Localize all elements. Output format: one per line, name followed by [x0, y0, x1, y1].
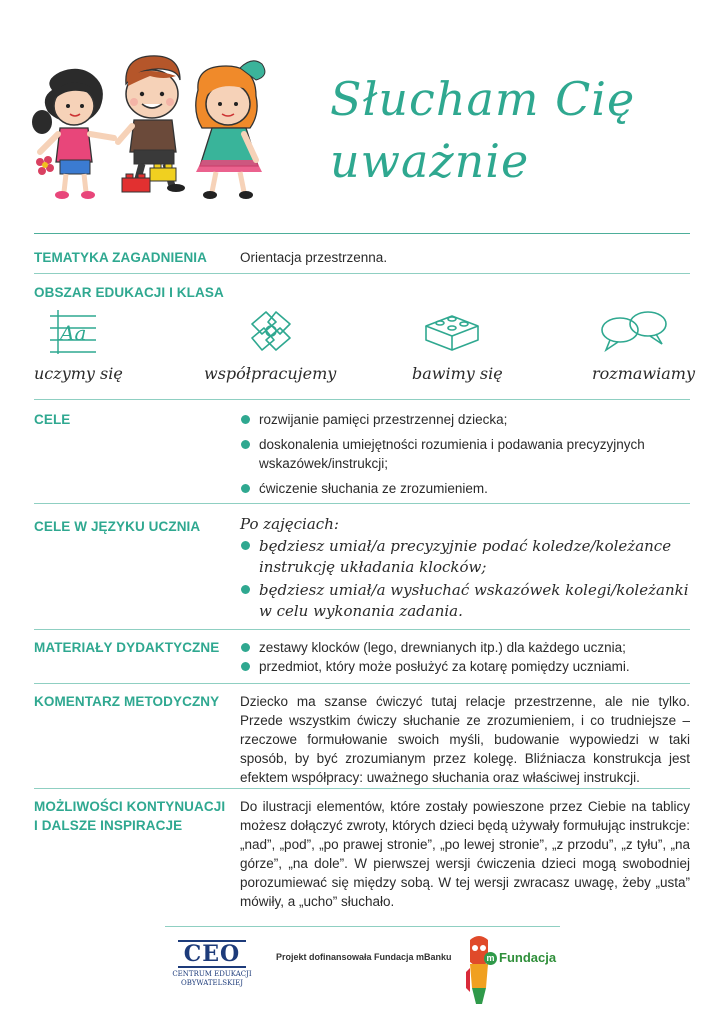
flower-icon	[36, 156, 54, 175]
student-goals-list	[240, 536, 690, 622]
icon-caption-play: bawimy się	[412, 364, 503, 383]
list-item: będziesz umiał/a wysłuchać wskazówek kolegi/koleżanki w celu wykonania zadania.	[240, 580, 690, 622]
svg-text:Aa: Aa	[60, 321, 87, 345]
materials-label: MATERIAŁY DYDAKTYCZNE	[34, 640, 220, 655]
list-item: ćwiczenie słuchania ze zrozumieniem.	[240, 479, 690, 498]
icon-caption-cooperate: współpracujemy	[204, 364, 337, 383]
mbank-foundation-logo-icon	[462, 932, 496, 1006]
divider	[34, 399, 690, 400]
speech-bubbles-icon	[598, 308, 670, 352]
girl-left-figure	[32, 69, 114, 199]
comment-text: Dziecko ma szanse ćwiczyć tutaj relacje przestrzenne, ale nie tylko. Przede wszystkim ćwiczy słuchanie ze zrozumieniem, i co trudniejsze – rzeczowe formułowanie swoich myśli, budowanie wypowiedzi w taki sposób, by być zrozumianym przez kolegę. Bliźniacza konstrukcja jest efektem współpracy: uważnego słuchania oraz właściwej instrukcji.	[240, 694, 690, 785]
goals-list	[240, 410, 690, 498]
mbank-foundation-name: m Fundacja	[484, 950, 556, 965]
topic-label: TEMATYKA ZAGADNIENIA	[34, 250, 207, 265]
list-item: doskonalenia umiejętności rozumienia i podawania precyzyjnych wskazówek/instrukcji;	[240, 435, 690, 473]
notebook-letters-icon	[46, 308, 100, 356]
comment-label: KOMENTARZ METODYCZNY	[34, 694, 220, 709]
divider	[34, 683, 690, 684]
continuation-text: Do ilustracji elementów, które zostały powieszone przez Ciebie na tablicy możesz dołączyć zwroty, których dzieci będą używały formułując instrukcje: „nad”, „pod”, „po prawej stronie”, „po lewej stronie”, „z przodu”, „z tyłu”, „na górze”, „na dole”. W pierwszej wersji ćwiczenia dzieci mogą swobodniej porozumiewać się między sobą. W tej wersji zwracasz uwagę, żeby „usta” mówiły, a „ucho” słuchało.	[240, 799, 690, 909]
list-item: rozwijanie pamięci przestrzennej dziecka;	[240, 410, 690, 429]
funding-note: Projekt dofinansowała Fundacja mBanku	[276, 952, 452, 962]
girl-right-figure	[196, 61, 265, 199]
children-illustration	[30, 50, 280, 205]
divider	[34, 233, 690, 234]
divider	[34, 503, 690, 504]
icon-caption-learn: uczymy się	[34, 364, 123, 383]
area-label: OBSZAR EDUKACJI I KLASA	[34, 285, 224, 300]
continuation-label: MOŻLIWOŚCI KONTYNUACJI I DALSZE INSPIRACJE	[34, 799, 226, 833]
handshake-icon	[246, 306, 296, 356]
topic-value: Orientacja przestrzenna.	[240, 250, 388, 265]
ceo-logo: CEO CENTRUM EDUKACJI OBYWATELSKIEJ	[172, 941, 252, 987]
icon-caption-talk: rozmawiamy	[592, 364, 695, 383]
materials-list	[240, 638, 690, 676]
divider	[34, 629, 690, 630]
goals-label: CELE	[34, 412, 71, 427]
footer-divider	[165, 926, 560, 927]
list-item: przedmiot, który może posłużyć za kotarę pomiędzy uczniami.	[240, 657, 690, 676]
student-goals-intro: Po zajęciach:	[240, 515, 339, 533]
list-item: będziesz umiał/a precyzyjnie podać koledze/koleżance instrukcję układania klocków;	[240, 536, 690, 578]
lego-brick-icon	[422, 308, 482, 354]
student-goals-label: CELE W JĘZYKU UCZNIA	[34, 519, 201, 534]
divider	[34, 273, 690, 274]
page-title: Słucham Cię uważnie	[330, 72, 636, 188]
list-item: zestawy klocków (lego, drewnianych itp.) dla każdego ucznia;	[240, 638, 690, 657]
divider	[34, 788, 690, 789]
